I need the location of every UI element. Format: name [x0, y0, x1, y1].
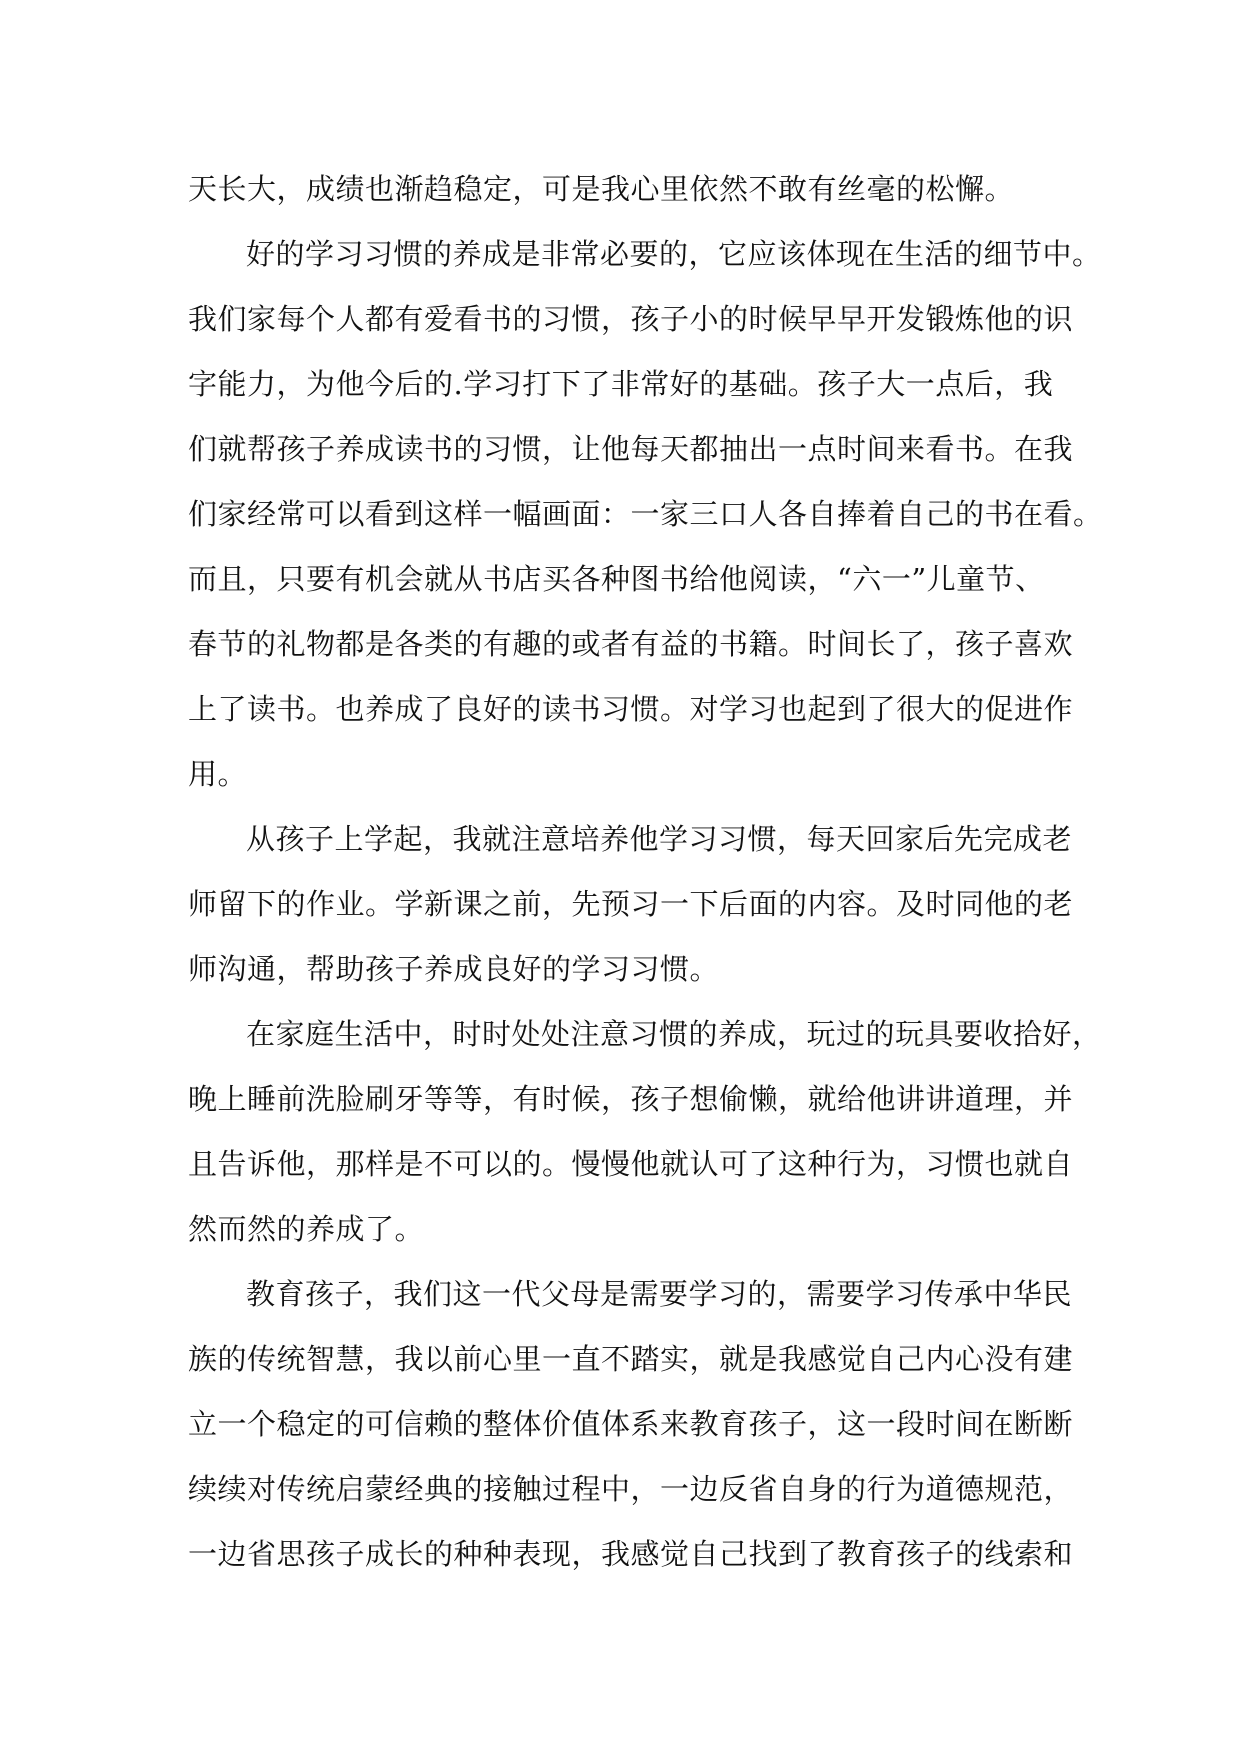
- text-line: 天长大，成绩也渐趋稳定，可是我心里依然不敢有丝毫的松懈。: [188, 172, 1015, 206]
- text-line: 上了读书。也养成了良好的读书习惯。对学习也起到了很大的促进作: [188, 692, 1074, 726]
- text-line: 们就帮孩子养成读书的习惯，让他每天都抽出一点时间来看书。在我: [188, 432, 1074, 466]
- text-line: 用。: [188, 757, 248, 791]
- text-line: 晚上睡前洗脸刷牙等等，有时候，孩子想偷懒，就给他讲讲道理，并: [188, 1082, 1074, 1116]
- text-line: 而且，只要有机会就从书店买各种图书给他阅读，“六一”儿童节、: [188, 562, 1045, 596]
- text-line: 好的学习习惯的养成是非常必要的，它应该体现在生活的细节中。: [246, 237, 1102, 271]
- text-line: 且告诉他，那样是不可以的。慢慢他就认可了这种行为，习惯也就自: [188, 1147, 1074, 1181]
- text-line: 族的传统智慧，我以前心里一直不踏实，就是我感觉自己内心没有建: [188, 1342, 1074, 1376]
- text-line: 在家庭生活中，时时处处注意习惯的养成，玩过的玩具要收拾好，: [246, 1017, 1102, 1051]
- text-line: 立一个稳定的可信赖的整体价值体系来教育孩子，这一段时间在断断: [188, 1407, 1074, 1441]
- text-line: 一边省思孩子成长的种种表现，我感觉自己找到了教育孩子的线索和: [188, 1537, 1074, 1571]
- text-line: 师留下的作业。学新课之前，先预习一下后面的内容。及时同他的老: [188, 887, 1074, 921]
- document-body: [188, 157, 1103, 1587]
- text-line: 字能力，为他今后的.学习打下了非常好的基础。孩子大一点后，我: [188, 367, 1054, 401]
- text-line: 们家经常可以看到这样一幅画面：一家三口人各自捧着自己的书在看。: [188, 497, 1103, 531]
- text-line: 从孩子上学起，我就注意培养他学习习惯，每天回家后先完成老: [246, 822, 1073, 856]
- text-line: 续续对传统启蒙经典的接触过程中，一边反省自身的行为道德规范，: [188, 1472, 1074, 1506]
- text-line: 春节的礼物都是各类的有趣的或者有益的书籍。时间长了，孩子喜欢: [188, 627, 1074, 661]
- text-line: 教育孩子，我们这一代父母是需要学习的，需要学习传承中华民: [246, 1277, 1073, 1311]
- text-line: 师沟通，帮助孩子养成良好的学习习惯。: [188, 952, 720, 986]
- text-line: 我们家每个人都有爱看书的习惯，孩子小的时候早早开发锻炼他的识: [188, 302, 1074, 336]
- text-line: 然而然的养成了。: [188, 1212, 425, 1246]
